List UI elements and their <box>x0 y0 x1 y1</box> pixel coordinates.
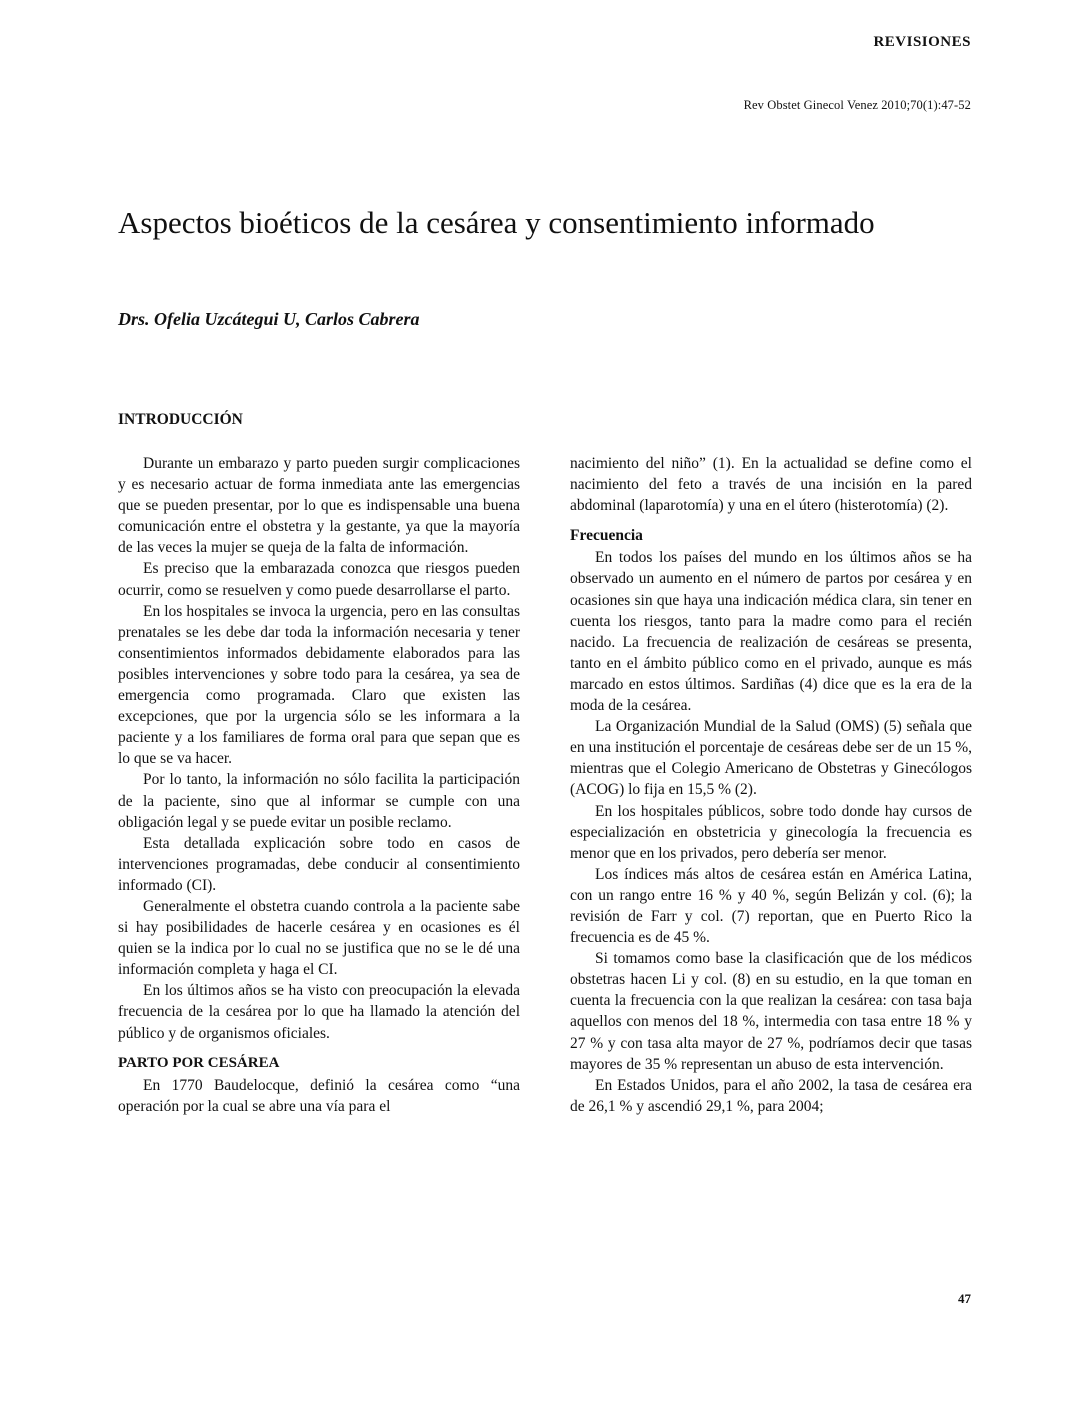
intro-heading: INTRODUCCIÓN <box>118 411 243 428</box>
body-paragraph-continuation: nacimiento del niño” (1). En la actualidad se define como el nacimiento del feto a través de una incisión en la pared abdominal (laparotomía) y una en el útero (histerotomía) (2). <box>570 455 972 515</box>
section-label: REVISIONES <box>873 34 971 50</box>
body-paragraph: En los últimos años se ha visto con preocupación la elevada frecuencia de la cesárea por lo que ha llamado la atención del público y de organismos oficiales. <box>118 982 520 1042</box>
body-paragraph: En los hospitales públicos, sobre todo donde hay cursos de especialización en obstetricia y ginecología la frecuencia es menor que en los privados, pero debería ser menor. <box>570 802 972 862</box>
body-paragraph: Si tomamos como base la clasificación que de los médicos obstetras hacen Li y col. (8) en su estudio, en la que toman en cuenta la frecuencia con la que realizan la cesárea: con tasa baja aquellos con menos del 18 %, intermedia con tasa entre 18 % y 27 % y con tasa alta mayor de 27 %, podríamos decir que tasas mayores de 35 % representan un abuso de esta intervención. <box>570 950 972 1073</box>
body-paragraph: En 1770 Baudelocque, definió la cesárea como “una operación por la cual se abre una vía para el <box>118 1076 520 1115</box>
body-paragraph: En Estados Unidos, para el año 2002, la tasa de cesárea era de 26,1 % y ascendió 29,1 %, para 2004; <box>570 1076 972 1115</box>
section-heading-cesarea: PARTO POR CESÁREA <box>118 1054 280 1071</box>
body-paragraph: Durante un embarazo y parto pueden surgir complicaciones y es necesario actuar de forma inmediata ante las emergencias que se pueden presentar, por lo que es indispensable una buena comunicación entre el obstetra y la gestante, ya que la mayoría de las veces la mujer se queja de la falta de información. <box>118 455 520 557</box>
body-paragraph: Por lo tanto, la información no sólo facilita la participación de la paciente, sino que al informar se cumple con una obligación legal y se puede evitar un posible reclamo. <box>118 771 520 831</box>
article-title: Aspectos bioéticos de la cesárea y consentimiento informado <box>118 205 875 240</box>
body-paragraph: Generalmente el obstetra cuando controla a la paciente sabe si hay posibilidades de hacerle cesárea y en ocasiones es él quien se la indica por lo cual no se justifica que no se le dé una información completa y haga el CI. <box>118 897 520 979</box>
right-column <box>570 453 972 1117</box>
body-paragraph: Esta detallada explicación sobre todo en casos de intervenciones programadas, debe conducir al consentimiento informado (CI). <box>118 834 520 894</box>
body-paragraph: Es preciso que la embarazada conozca que riesgos pueden ocurrir, como se resuelven y como puede desarrollarse el parto. <box>118 560 520 599</box>
left-column <box>118 453 520 1117</box>
body-paragraph: Los índices más altos de cesárea están en América Latina, con un rango entre 16 % y 40 %, según Belizán y col. (6); la revisión de Farr y col. (7) reportan, que en Puerto Rico la frecuencia es de 45 %. <box>570 865 972 947</box>
section-heading-frecuencia: Frecuencia <box>570 527 643 545</box>
body-paragraph: La Organización Mundial de la Salud (OMS) (5) señala que en una institución el porcentaje de cesáreas debe ser de un 15 %, mientras que el Colegio Americano de Obstetras y Ginecólogos (ACOG) lo fija en 15,5 % (2). <box>570 718 972 799</box>
article-authors: Drs. Ofelia Uzcátegui U, Carlos Cabrera <box>118 309 420 329</box>
journal-citation: Rev Obstet Ginecol Venez 2010;70(1):47-52 <box>743 98 971 112</box>
body-paragraph: En los hospitales se invoca la urgencia, pero en las consultas prenatales se les debe dar toda la información necesaria y tener consentimientos informados debidamente elaborados para las posibles intervenciones y sobre todo para la cesárea, ya sea de emergencia como programada. Claro que existen las excepciones, que por la urgencia sólo se les informara a la paciente y a los familiares de forma oral para que sepan que es lo que se va hacer. <box>118 602 520 768</box>
page-number: 47 <box>958 1291 971 1306</box>
body-paragraph: En todos los países del mundo en los últimos años se ha observado un aumento en el número de partos por cesárea y en ocasiones sin que haya una indicación médica clara, sin tener en cuenta los riesgos, tanto para la madre como para el recién nacido. La frecuencia de realización de cesáreas se presenta, tanto en el ámbito público como en el privado, aunque es más marcado en estos últimos. Sardiñas (4) dice que es la era de la moda de la cesárea. <box>570 549 972 715</box>
